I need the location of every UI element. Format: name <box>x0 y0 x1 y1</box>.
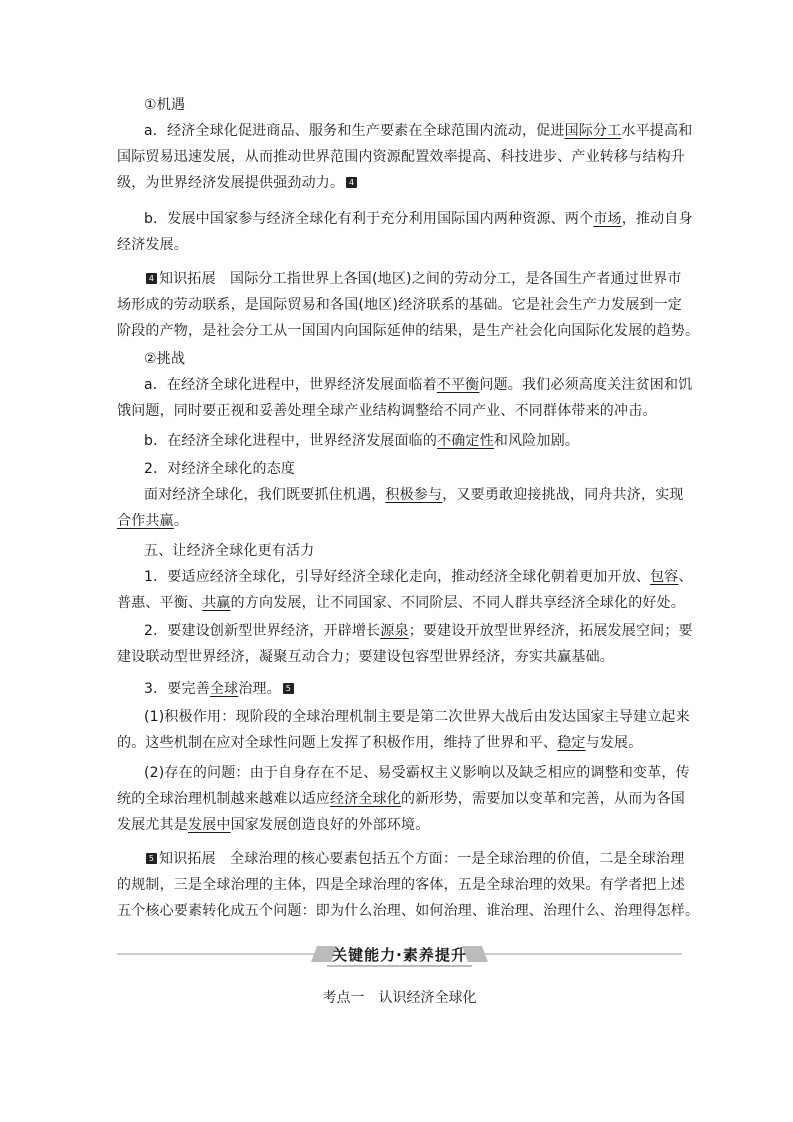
note-marker-icon: 4 <box>146 273 157 284</box>
underlined-term: 源泉 <box>380 623 409 639</box>
paragraph-line: a．在经济全球化进程中，世界经济发展面临着不平衡问题。我们必须高度关注贫困和饥 <box>144 377 693 393</box>
heading-attitude: 2．对经济全球化的态度 <box>144 461 296 477</box>
banner-title: 关键能力·素养提升 <box>332 946 467 964</box>
paragraph-line: 饿问题，同时要正视和妥善处理全球产业结构调整给不同产业、不同群体带来的冲击。 <box>117 403 657 419</box>
paragraph-line: 的规制，三是全球治理的主体，四是全球治理的客体，五是全球治理的效果。有学者把上述 <box>117 877 685 893</box>
paragraph-line: 3．要完善全球治理。 5 <box>144 676 682 702</box>
paragraph-line: 五个核心要素转化成五个问题：即为什么治理、如何治理、谁治理、治理什么、治理得怎样。 <box>117 903 700 919</box>
section-heading: 考点一 认识经济全球化 <box>322 990 477 1006</box>
paragraph-line: 统的全球治理机制越来越难以适应经济全球化的新形势，需要加以变革和完善，从而为各国 <box>117 791 685 807</box>
knowledge-extension-1: 4 知识拓展 国际分工指世界上各国(地区)之间的劳动分工，是各国生产者通过世界市 <box>144 266 682 292</box>
underlined-term: 共赢 <box>202 595 231 611</box>
paragraph-line: (1)积极作用：现阶段的全球治理机制主要是第二次世界大战后由发达国家主导建立起来 <box>144 709 690 725</box>
paragraph-line: 合作共赢。 <box>117 513 189 529</box>
paragraph-line: (2)存在的问题：由于自身存在不足、易受霸权主义影响以及缺乏相应的调整和变革，传 <box>144 765 690 781</box>
underlined-term: 积极参与 <box>385 487 443 503</box>
paragraph-line: 2．要建设创新型世界经济，开辟增长源泉；要建设开放型世界经济，拓展发展空间；要 <box>144 623 693 639</box>
paragraph-line: 级，为世界经济发展提供强劲动力。 4 <box>117 170 682 196</box>
heading-opportunity: ①机遇 <box>144 97 186 113</box>
paragraph-line: 发展尤其是发展中国家发展创造良好的外部环境。 <box>117 817 430 833</box>
underlined-term: 合作共赢 <box>117 513 174 529</box>
note-marker-icon: 4 <box>346 177 357 188</box>
paragraph-line: b．发展中国家参与经济全球化有利于充分利用国际国内两种资源、两个市场，推动自身 <box>144 211 693 227</box>
paragraph-line: 阶段的产物，是社会分工从一国国内向国际延伸的结果，是生产社会化向国际化发展的趋势。 <box>117 323 700 339</box>
underlined-term: 不平衡 <box>436 377 480 393</box>
underlined-term: 经济全球化 <box>330 791 401 807</box>
paragraph-line: 国际贸易迅速发展，从而推动世界范围内资源配置效率提高、科技进步、产业转移与结构升 <box>117 149 685 165</box>
heading-challenge: ②挑战 <box>144 351 186 367</box>
paragraph-line: 的。这些机制在应对全球性问题上发挥了积极作用，维持了世界和平、稳定与发展。 <box>117 735 643 751</box>
paragraph-line: 场形成的劳动联系，是国际贸易和各国(地区)经济联系的基础。它是社会生产力发展到一定 <box>117 297 683 313</box>
paragraph-line: 普惠、平衡、共赢的方向发展，让不同国家、不同阶层、不同人群共享经济全球化的好处。 <box>117 595 686 611</box>
note-marker-icon: 5 <box>283 683 294 694</box>
heading-section-five: 五、让经济全球化更有活力 <box>144 543 315 559</box>
paragraph-line: 1．要适应经济全球化，引导好经济全球化走向，推动经济全球化朝着更加开放、包容、 <box>144 569 693 585</box>
underlined-term: 发展中 <box>188 817 231 833</box>
underlined-term: 稳定 <box>557 735 586 751</box>
paragraph-line: b．在经济全球化进程中，世界经济发展面临的不确定性和风险加剧。 <box>144 433 580 449</box>
underlined-term: 全球 <box>209 681 239 697</box>
note-marker-icon: 5 <box>146 853 157 864</box>
paragraph-line: 建设联动型世界经济，凝聚互动合力；要建设包容型世界经济，夯实共赢基础。 <box>117 649 614 665</box>
underlined-term: 国际分工 <box>564 123 622 139</box>
underlined-term: 包容 <box>650 569 679 585</box>
underlined-term: 不确定性 <box>437 433 494 449</box>
paragraph-line: 经济发展。 <box>117 237 188 253</box>
section-banner <box>117 940 682 970</box>
paragraph-line: 面对经济全球化，我们既要抓住机遇，积极参与，又要勇敢迎接挑战，同舟共济，实现 <box>144 487 684 503</box>
underlined-term: 市场 <box>593 211 622 227</box>
knowledge-extension-2: 5 知识拓展 全球治理的核心要素包括五个方面：一是全球治理的价值，二是全球治理 <box>144 846 682 872</box>
paragraph-line: a．经济全球化促进商品、服务和生产要素在全球范围内流动，促进国际分工水平提高和 <box>144 123 693 139</box>
